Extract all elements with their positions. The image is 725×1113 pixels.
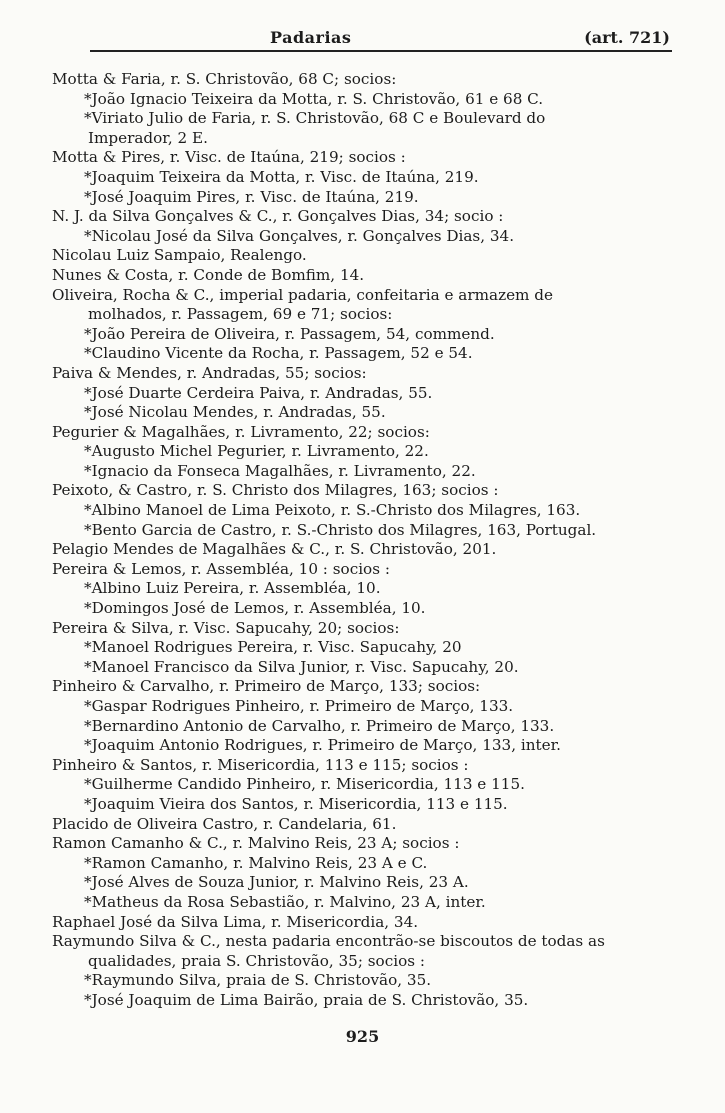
business-entry: Ramon Camanho & C., r. Malvino Reis, 23 A; socios : — [52, 834, 460, 853]
entry-continuation: qualidades, praia S. Christovão, 35; socios : — [88, 951, 425, 970]
partner-entry: *Albino Manoel de Lima Peixoto, r. S.-Christo dos Milagres, 163. — [84, 501, 581, 520]
entry-continuation: molhados, r. Passagem, 69 e 71; socios: — [88, 305, 393, 324]
partner-entry: *Joaquim Teixeira da Motta, r. Visc. de Itaúna, 219. — [84, 167, 479, 186]
partner-entry: *Bento Garcia de Castro, r. S.-Christo dos Milagres, 163, Portugal. — [84, 520, 597, 539]
partner-entry: *Joaquim Vieira dos Santos, r. Misericordia, 113 e 115. — [84, 794, 508, 813]
partner-entry: *João Pereira de Oliveira, r. Passagem, 54, commend. — [84, 324, 495, 343]
business-entry: N. J. da Silva Gonçalves & C., r. Gonçalves Dias, 34; socio : — [52, 207, 504, 226]
page-number: 925 — [345, 1027, 380, 1046]
business-entry: Oliveira, Rocha & C., imperial padaria, confeitaria e armazem de — [52, 285, 553, 304]
page-header — [90, 28, 670, 50]
partner-entry: *José Duarte Cerdeira Paiva, r. Andradas, 55. — [84, 383, 433, 402]
listing-body — [48, 70, 698, 1011]
business-entry: Pegurier & Magalhães, r. Livramento, 22; socios: — [52, 422, 430, 441]
partner-entry: *Raymundo Silva, praia de S. Christovão, 35. — [84, 971, 432, 990]
partner-entry: *Gaspar Rodrigues Pinheiro, r. Primeiro de Março, 133. — [84, 697, 514, 715]
partner-entry: *Guilherme Candido Pinheiro, r. Misericordia, 113 e 115. — [84, 775, 525, 794]
business-entry: Raphael José da Silva Lima, r. Misericordia, 34. — [52, 912, 419, 931]
partner-entry: *Manoel Francisco da Silva Junior, r. Visc. Sapucahy, 20. — [84, 657, 519, 676]
partner-entry: *Ignacio da Fonseca Magalhães, r. Livramento, 22. — [84, 461, 476, 480]
business-entry: Nunes & Costa, r. Conde de Bomfim, 14. — [52, 265, 365, 284]
header-rule — [90, 50, 672, 52]
article-number: (art. 721) — [584, 28, 670, 47]
business-entry: Paiva & Mendes, r. Andradas, 55; socios: — [52, 363, 367, 382]
business-entry: Pereira & Silva, r. Visc. Sapucahy, 20; socios: — [52, 618, 400, 637]
partner-entry: *Joaquim Antonio Rodrigues, r. Primeiro de Março, 133, inter. — [84, 736, 561, 755]
partner-entry: *Ramon Camanho, r. Malvino Reis, 23 A e C. — [84, 853, 428, 872]
business-entry: Pelagio Mendes de Magalhães & C., r. S. Christovão, 201. — [52, 540, 497, 559]
partner-entry: *Albino Luiz Pereira, r. Assembléa, 10. — [84, 579, 381, 598]
partner-entry: *Viriato Julio de Faria, r. S. Christovão, 68 C e Boulevard do — [84, 109, 546, 128]
partner-entry: *Domingos José de Lemos, r. Assembléa, 10. — [84, 599, 426, 618]
business-entry: Pinheiro & Carvalho, r. Primeiro de Março, 133; socios: — [52, 677, 481, 696]
business-entry: Pereira & Lemos, r. Assembléa, 10 : socios : — [52, 559, 390, 578]
business-entry: Peixoto, & Castro, r. S. Christo dos Milagres, 163; socios : — [52, 481, 499, 500]
partner-entry: *Manoel Rodrigues Pereira, r. Visc. Sapucahy, 20 — [84, 638, 462, 657]
business-entry: Nicolau Luiz Sampaio, Realengo. — [52, 246, 307, 265]
partner-entry: *Nicolau José da Silva Gonçalves, r. Gonçalves Dias, 34. — [84, 226, 515, 245]
partner-entry: *João Ignacio Teixeira da Motta, r. S. Christovão, 61 e 68 C. — [84, 89, 544, 108]
business-entry: Pinheiro & Santos, r. Misericordia, 113 e 115; socios : — [52, 755, 469, 774]
section-title: Padarias — [270, 28, 352, 47]
entry-continuation: Imperador, 2 E. — [88, 128, 208, 147]
partner-entry: *José Alves de Souza Junior, r. Malvino Reis, 23 A. — [84, 873, 469, 892]
partner-entry: *José Nicolau Mendes, r. Andradas, 55. — [84, 403, 386, 422]
business-entry: Motta & Faria, r. S. Christovão, 68 C; socios: — [52, 70, 397, 88]
business-entry: Motta & Pires, r. Visc. de Itaúna, 219; socios : — [52, 148, 406, 167]
partner-entry: *José Joaquim Pires, r. Visc. de Itaúna, 219. — [84, 187, 419, 206]
partner-entry: *Matheus da Rosa Sebastião, r. Malvino, 23 A, inter. — [84, 892, 486, 911]
partner-entry: *Claudino Vicente da Rocha, r. Passagem, 52 e 54. — [84, 344, 473, 363]
partner-entry: *José Joaquim de Lima Bairão, praia de S. Christovão, 35. — [84, 990, 529, 1009]
partner-entry: *Bernardino Antonio de Carvalho, r. Primeiro de Março, 133. — [84, 716, 555, 735]
business-entry: Raymundo Silva & C., nesta padaria encontrão-se biscoutos de todas as — [52, 932, 605, 951]
business-entry: Placido de Oliveira Castro, r. Candelaria, 61. — [52, 814, 397, 833]
partner-entry: *Augusto Michel Pegurier, r. Livramento, 22. — [84, 442, 429, 461]
